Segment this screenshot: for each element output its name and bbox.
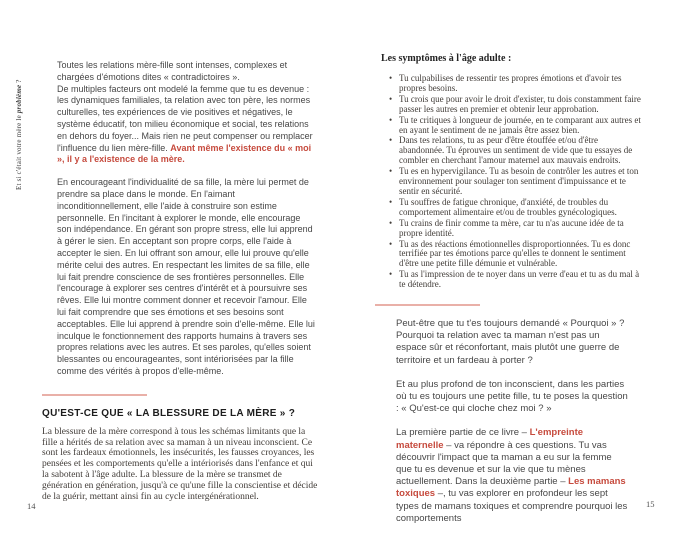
section-divider-left (42, 394, 147, 396)
accent-sentence: Avant même l'existence du « moi », il y a l'existence de la mère. (57, 142, 312, 165)
mother-role-paragraph: En encourageant l'individualité de sa fille, la mère lui permet de prendre sa place dans le monde. En l'aimant inconditionnellement, elle l'aide à construire son estime personnelle. En l'incitant à explorer le monde, elle encourage son indépendance. En gérant son propre stress, elle lui apprend à gérer le sien. En acceptant son propre corps, elle l'aide à accepter le sien. En lui offrant son amour, elle lui prouve qu'elle mérite celui des autres. En respectant les limites de sa fille, elle lui fait prendre conscience de ses frontières personnelles. Elle l'encourage à explorer ses centres d'intérêt et à poursuivre ses rêves. Elle lui montre comment donner et recevoir l'amour. Elle lui fait comprendre que ses émotions et ses besoins sont acceptables. Elle lui apprend à prendre soin d'elle-même. Elle lui inculque le fonctionnement des rapports humains à travers ses propres relations avec les autres. Et ses paroles, qu'elles soient blessantes ou encourageantes, sont intériorisées par la fille comme des vérités à propos d'elle-même. (57, 177, 315, 376)
spine-title-suffix: ? (15, 79, 23, 85)
intro-line-1: Toutes les relations mère-fille sont intenses, complexes et chargées d'émotions dites « contradictoires ». (57, 60, 288, 82)
symptoms-list (375, 74, 647, 290)
question-paragraph: Et au plus profond de ton inconscient, dans les parties où tu es toujours une petite fille, tu te poses la question : « Qu'est-ce qui cloche chez moi ? » (396, 378, 628, 415)
book-structure-text-1: La première partie de ce livre – (396, 427, 530, 439)
left-page (42, 60, 320, 502)
symptom-item: • Tu culpabilises de ressentir tes propres émotions et d'avoir tes propres besoins. (399, 74, 643, 94)
intro-rest: De multiples facteurs ont modelé la femme que tu es devenue : les dynamiques familiales, ta relation avec ton père, les normes culturelles, tes expériences de vie positives et négatives, le système éducatif, ton milieu économique et social, tes relations en dehors du foyer... Mais rien ne peut compenser ou remplacer l'influence du lien mère-fille. (57, 83, 313, 153)
symptom-item: • Tu souffres de fatigue chronique, d'anxiété, de troubles du comportement alimentaire et/ou de troubles gynécologiques. (399, 198, 643, 218)
spine-title-emphasis: problème (15, 84, 23, 114)
section-divider-right (375, 304, 480, 306)
right-page (375, 53, 647, 525)
symptoms-heading: Les symptômes à l'âge adulte : (381, 53, 512, 64)
why-paragraph: Peut-être que tu t'es toujours demandé « Pourquoi » ? Pourquoi ta relation avec ta maman n'est pas un espace sûr et réconfortant, mais plutôt une guerre de territoire et un fardeau à porter ? (396, 318, 625, 366)
symptom-item: • Dans tes relations, tu as peur d'être étouffée et/ou d'être abandonnée. Tu éprouves un sentiment de vide que tu essayes de combler en cherchant l'amour maternel aux mauvais endroits. (399, 136, 643, 166)
book-structure-text-3: –, tu vas explorer en profondeur les sept types de mamans toxiques et comprendre pourquoi les comportements (396, 488, 628, 524)
spine-title-prefix: Et si c'était votre mère le (15, 113, 23, 190)
page-number-right: 15 (646, 499, 655, 509)
spine-title (15, 56, 30, 190)
book-part-two-title: Les mamans toxiques (396, 476, 626, 500)
intro-paragraph (57, 60, 316, 166)
page-number-left: 14 (27, 501, 36, 511)
book-structure-paragraph (396, 427, 630, 525)
book-structure-text-2: – va répondre à ces questions. Tu vas découvrir l'impact que ta maman a eu sur la femme que tu es devenue et sur la vie que tu mènes actuellement. Dans la deuxième partie – (396, 439, 612, 488)
definition-paragraph: La blessure de la mère correspond à tous les schémas limitants que la fille a hérités de sa relation avec sa maman à un niveau inconscient. Ce sont les fardeaux émotionnels, les insécurités, les fausses croyances, les pensées et les comportements qu'elle a intériorisés dans l'enfance et qui la sabotent à l'âge adulte. La blessure de la mère se transmet de génération en génération, jusqu'à ce qu'une fille la conscientise et décide de la guérir, mettant ainsi fin au cycle intergénérationnel. (42, 426, 318, 502)
symptom-item: • Tu crois que pour avoir le droit d'exister, tu dois constamment faire passer les autres en premier et obtenir leur approbation. (399, 95, 643, 115)
book-part-one-title: L'empreinte maternelle (396, 427, 584, 451)
symptom-item: • Tu es en hypervigilance. Tu as besoin de contrôler les autres et ton environnement pour soulager ton sentiment d'impuissance et te sentir en sécurité. (399, 167, 643, 197)
symptom-item: • Tu crains de finir comme ta mère, car tu n'as aucune idée de ta propre identité. (399, 219, 643, 239)
symptom-item: • Tu as l'impression de te noyer dans un verre d'eau et tu as du mal à te détendre. (399, 270, 643, 290)
symptom-item: • Tu te critiques à longueur de journée, en te comparant aux autres et en ayant le sentiment de ne jamais être assez bien. (399, 116, 643, 136)
symptom-item: • Tu as des réactions émotionnelles disproportionnées. Tu es donc terrifiée par tes émotions parce qu'elles te donnent le sentiment d'être une petite fille démunie et vulnérable. (399, 240, 643, 270)
section-heading: QU'EST-CE QUE « LA BLESSURE DE LA MÈRE » ? (42, 407, 296, 419)
